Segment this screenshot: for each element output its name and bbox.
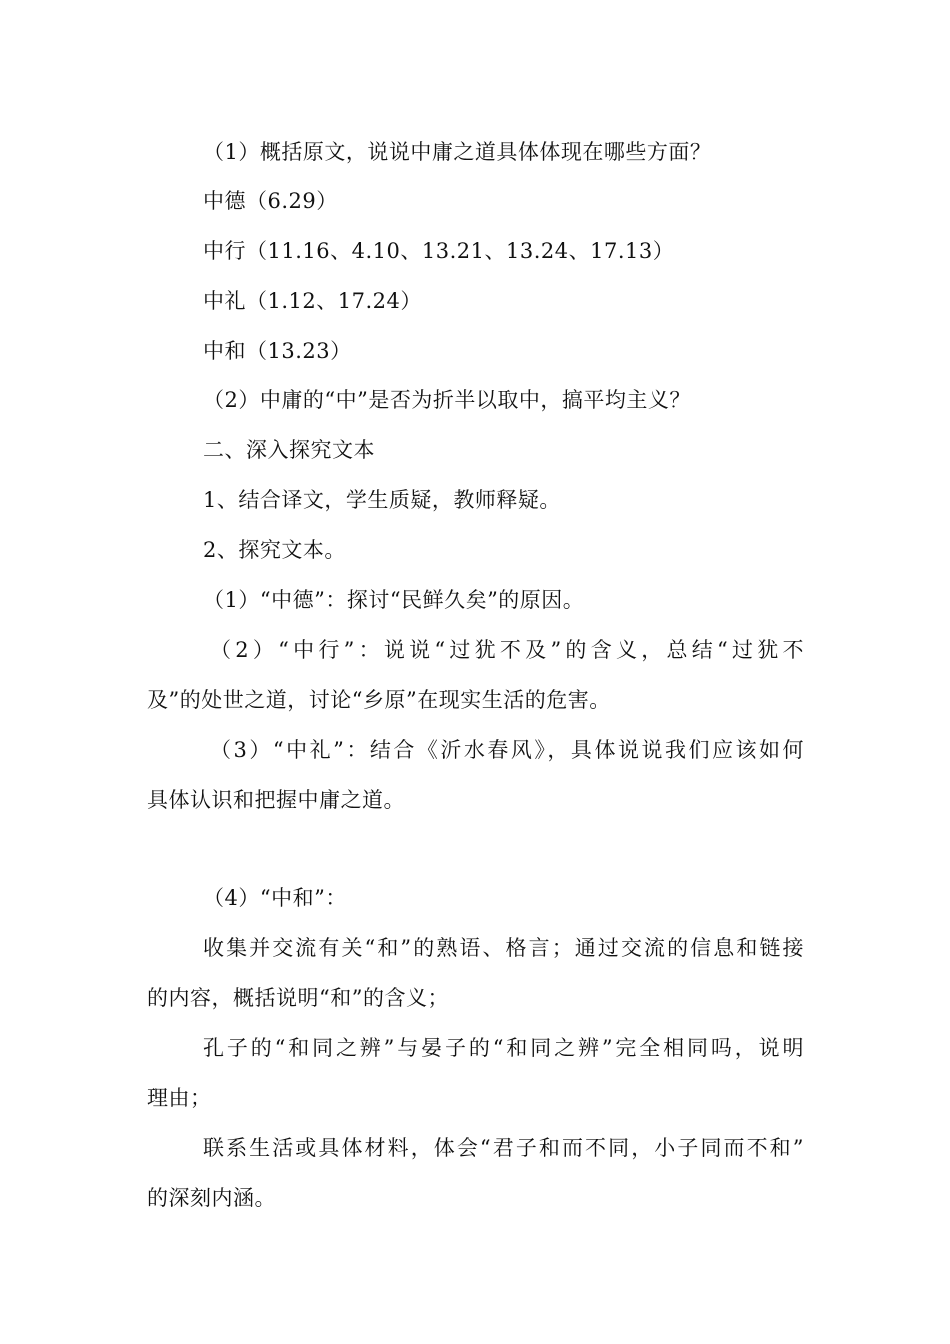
para-zhongli-line2: 具体认识和把握中庸之道。 bbox=[147, 788, 405, 812]
item-zhongde: 中德（6.29） bbox=[203, 189, 338, 213]
para-lianxi-line1: 联系生活或具体材料，体会“君子和而不同，小子同而不和” bbox=[203, 1136, 804, 1160]
para-zhongli-line1: （3）“中礼”：结合《沂水春风》，具体说说我们应该如何 bbox=[210, 738, 804, 762]
para-collect-line1: 收集并交流有关“和”的熟语、格言；通过交流的信息和链接 bbox=[203, 936, 804, 960]
step-2: 2、探究文本。 bbox=[203, 538, 346, 562]
para-lianxi-line2: 的深刻内涵。 bbox=[147, 1186, 276, 1210]
item-zhonghe: 中和（13.23） bbox=[203, 339, 352, 363]
item-zhongli: 中礼（1.12、17.24） bbox=[203, 289, 422, 313]
sub-item-zhongde: （1）“中德”：探讨“民鲜久矣”的原因。 bbox=[203, 588, 585, 612]
para-kongzi-line1: 孔子的“和同之辨”与晏子的“和同之辨”完全相同吗，说明 bbox=[203, 1036, 804, 1060]
para-kongzi-line2: 理由； bbox=[147, 1086, 212, 1110]
para-zhongxing-line2: 及”的处世之道，讨论“乡原”在现实生活的危害。 bbox=[147, 688, 611, 712]
question-1: （1）概括原文，说说中庸之道具体体现在哪些方面？ bbox=[203, 140, 712, 164]
para-zhongxing-line1: （2）“中行”：说说“过犹不及”的含义，总结“过犹不 bbox=[210, 638, 804, 662]
step-1: 1、结合译文，学生质疑，教师释疑。 bbox=[203, 488, 561, 512]
para-collect-line2: 的内容，概括说明“和”的含义； bbox=[147, 986, 449, 1010]
item-zhongxing: 中行（11.16、4.10、13.21、13.24、17.13） bbox=[203, 239, 675, 263]
question-2: （2）中庸的“中”是否为折半以取中，搞平均主义？ bbox=[203, 388, 691, 412]
section-heading-2: 二、深入探究文本 bbox=[203, 438, 375, 462]
heading-zhonghe: （4）“中和”： bbox=[203, 886, 347, 910]
